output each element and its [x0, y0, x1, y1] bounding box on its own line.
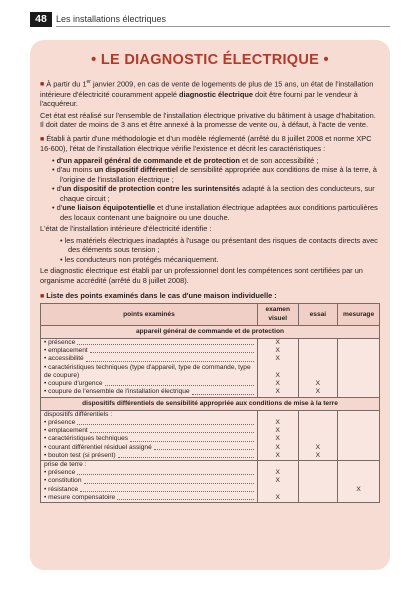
square-bullet-icon: ■ — [40, 135, 45, 143]
column-header: essai — [298, 304, 337, 325]
column-header: mesurage — [338, 304, 380, 325]
points-table — [40, 303, 380, 502]
intro-paragraph-3: ■ Établi à partir d'une méthodologie et d'un modèle réglementé (arrêté du 8 juillet 2008 et norme XPC 16-600), l'état de l'installation électrique vérifie l'existence et décrit les caractéristiques : — [40, 133, 372, 154]
list-item: • d'une liaison équipotentielle et d'une installation électrique adaptées aux conditions particulières des locaux contenant une baignoire ou une douche. — [52, 203, 378, 222]
table-section-row: dispositifs différentiels de sensibilité appropriée aux conditions de mise à la terre — [41, 397, 380, 410]
page-header — [30, 12, 390, 27]
table-title: ■ Liste des points examinés dans le cas d'une maison individuelle : — [40, 291, 277, 301]
intro-paragraph-5: Le diagnostic électrique est établi par un professionnel dont les compétences sont certifiées par un organisme accrédité (arrêté du 8 juillet 2008). — [40, 266, 363, 285]
list-item: • les matériels électriques inadaptés à l'usage ou présentant des risques de contacts directs avec des éléments sous tension ; — [60, 235, 378, 255]
list-item: • d'un dispositif de protection contre les surintensités adapté à la section des conducteurs, sur chaque circuit ; — [52, 184, 375, 203]
checks-list — [40, 156, 380, 223]
square-bullet-icon: ■ — [40, 81, 45, 89]
page-number: 48 — [30, 12, 52, 27]
square-bullet-icon: ■ — [40, 293, 45, 301]
list-item: • les conducteurs non protégés mécaniquement. — [60, 254, 219, 264]
column-header: examen visuel — [257, 304, 298, 325]
intro-paragraph-4: L'état de l'installation intérieure d'électricité identifie : — [40, 224, 212, 234]
table-row: • présence • emplacement • accessibilité • caractéristiques techniques (type d'appareil, type de commande, type de coupure) • coupure d'urgence • coupure de l'ensemble de l'installation électrique X X X X X X X X — [41, 339, 380, 397]
intro-paragraph-1: ■ À partir du 1er janvier 2009, en cas de vente de logements de plus de 15 ans, un état de l'installation intérieure d'électricité couramment appelé diagnostic électrique doit être fourni par le vendeur à l'acquéreur. — [40, 79, 374, 109]
table-section-row: appareil général de commande et de protection — [41, 325, 380, 338]
diagnostic-panel — [30, 40, 390, 570]
column-header: points examinés — [41, 304, 258, 325]
section-title: • LE DIAGNOSTIC ÉLECTRIQUE • — [91, 52, 329, 68]
table-row: dispositifs différentiels : • présence • emplacement • caractéristiques techniques • courant différentiel résiduel assigné • bouton test (si présent) X X X X X X X — [41, 410, 380, 460]
table-row: prise de terre : • présence • constitution • résistance • mesure compensatoire X X X X — [41, 460, 380, 502]
list-item: • d'au moins un dispositif différentiel de sensibilité appropriée aux conditions de mise à la terre, à l'origine de l'installation électrique ; — [52, 165, 377, 184]
table-header-row — [41, 304, 380, 325]
running-title: Les installations électriques — [56, 14, 167, 24]
identifies-list — [40, 236, 380, 265]
header-rule — [56, 26, 390, 27]
list-item: • d'un appareil général de commande et de protection et de son accessibilité ; — [52, 155, 319, 165]
intro-paragraph-2: Cet état est réalisé sur l'ensemble de l'installation électrique privative du bâtiment à usage d'habitation. Il doit dater de moins de 3 ans et être annexé à la promesse de vente ou, à défaut, à l'acte de vente. — [40, 110, 376, 130]
